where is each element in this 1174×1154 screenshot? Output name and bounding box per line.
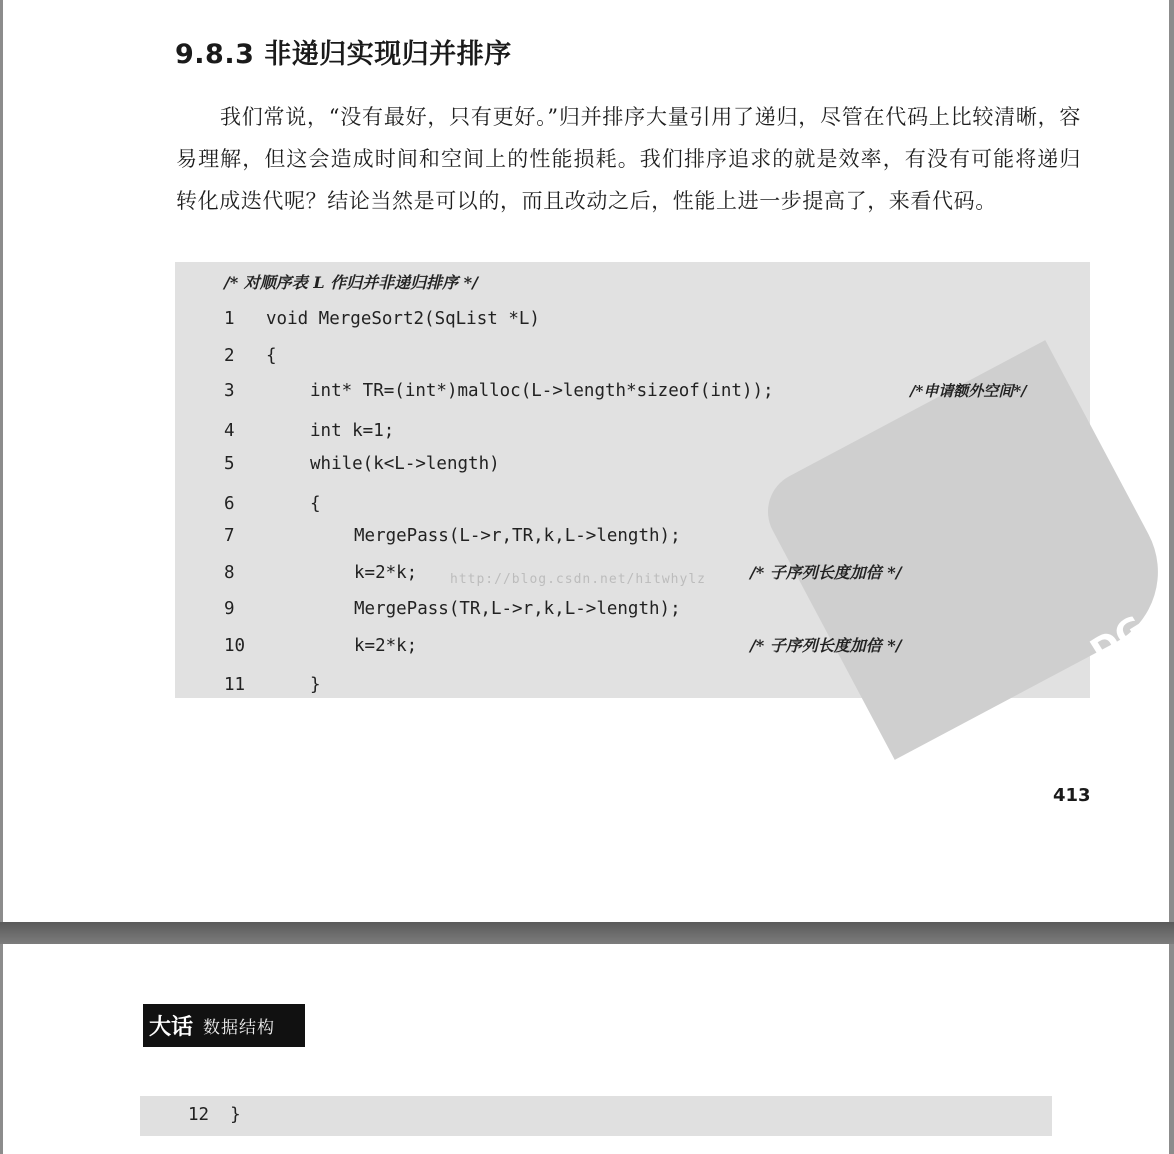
logo-subtitle: 数据结构: [203, 1013, 275, 1038]
line-number: 8: [224, 563, 235, 583]
watermark-text: DG: [1083, 608, 1153, 672]
line-code: int k=1;: [310, 421, 395, 441]
page-number: 413: [1053, 785, 1091, 806]
code-line: [224, 670, 1084, 700]
line-code: {: [266, 346, 277, 366]
url-watermark: http://blog.csdn.net/hitwhylz: [450, 572, 706, 587]
line-number: 5: [224, 454, 235, 474]
body-paragraph: 我们常说，“没有最好，只有更好。”归并排序大量引用了递归，尽管在代码上比较清晰，容易理解，但这会造成时间和空间上的性能损耗。我们排序追求的就是效率，有没有可能将递归转化成迭代呢？结论当然是可以的，而且改动之后，性能上进一步提高了，来看代码。: [176, 105, 1081, 213]
line-code: int* TR=(int*)malloc(L->length*sizeof(int));: [310, 381, 774, 401]
code-line: [224, 304, 1084, 334]
line-code: k=2*k;: [354, 636, 418, 656]
line-number: 4: [224, 421, 235, 441]
line-code: void MergeSort2(SqList *L): [266, 309, 540, 329]
section-heading: 9.8.3 非递归实现归并排序: [175, 39, 512, 70]
code-inline-comment: /* 子序列长度加倍 */: [750, 563, 902, 582]
code-inline-comment: /*申请额外空间*/: [910, 382, 1027, 400]
line-number: 2: [224, 346, 235, 366]
code-line: [224, 558, 1084, 588]
line-number: 9: [224, 599, 235, 619]
page-gap: [0, 922, 1174, 944]
code-inline-comment: /* 子序列长度加倍 */: [750, 636, 902, 655]
line-number: 11: [224, 675, 246, 695]
line-code: {: [310, 494, 321, 514]
code-line: [224, 594, 1084, 624]
code-line-continued: [188, 1100, 241, 1130]
line-code: while(k<L->length): [310, 454, 500, 474]
code-line: [224, 416, 1084, 446]
book-logo: [143, 1004, 305, 1047]
line-code: MergePass(L->r,TR,k,L->length);: [354, 526, 681, 546]
line-code: MergePass(TR,L->r,k,L->length);: [354, 599, 681, 619]
line-code: }: [310, 675, 321, 695]
code-line: [224, 631, 1084, 661]
code-block-continued: [140, 1096, 1052, 1136]
line-number: 6: [224, 494, 235, 514]
line-number: 7: [224, 526, 235, 546]
line-code: k=2*k;: [354, 563, 418, 583]
line-number: 1: [224, 309, 235, 329]
line-number: 3: [224, 381, 235, 401]
line-number: 12: [188, 1105, 210, 1125]
line-code: }: [230, 1105, 241, 1125]
code-line: [224, 449, 1084, 479]
code-line: [224, 521, 1084, 551]
code-line: [224, 341, 1084, 371]
line-number: 10: [224, 636, 246, 656]
code-line: [224, 489, 1084, 519]
logo-title: 大话: [143, 1010, 197, 1041]
code-comment: /* 对顺序表 L 作归并非递归排序 */: [224, 273, 478, 292]
